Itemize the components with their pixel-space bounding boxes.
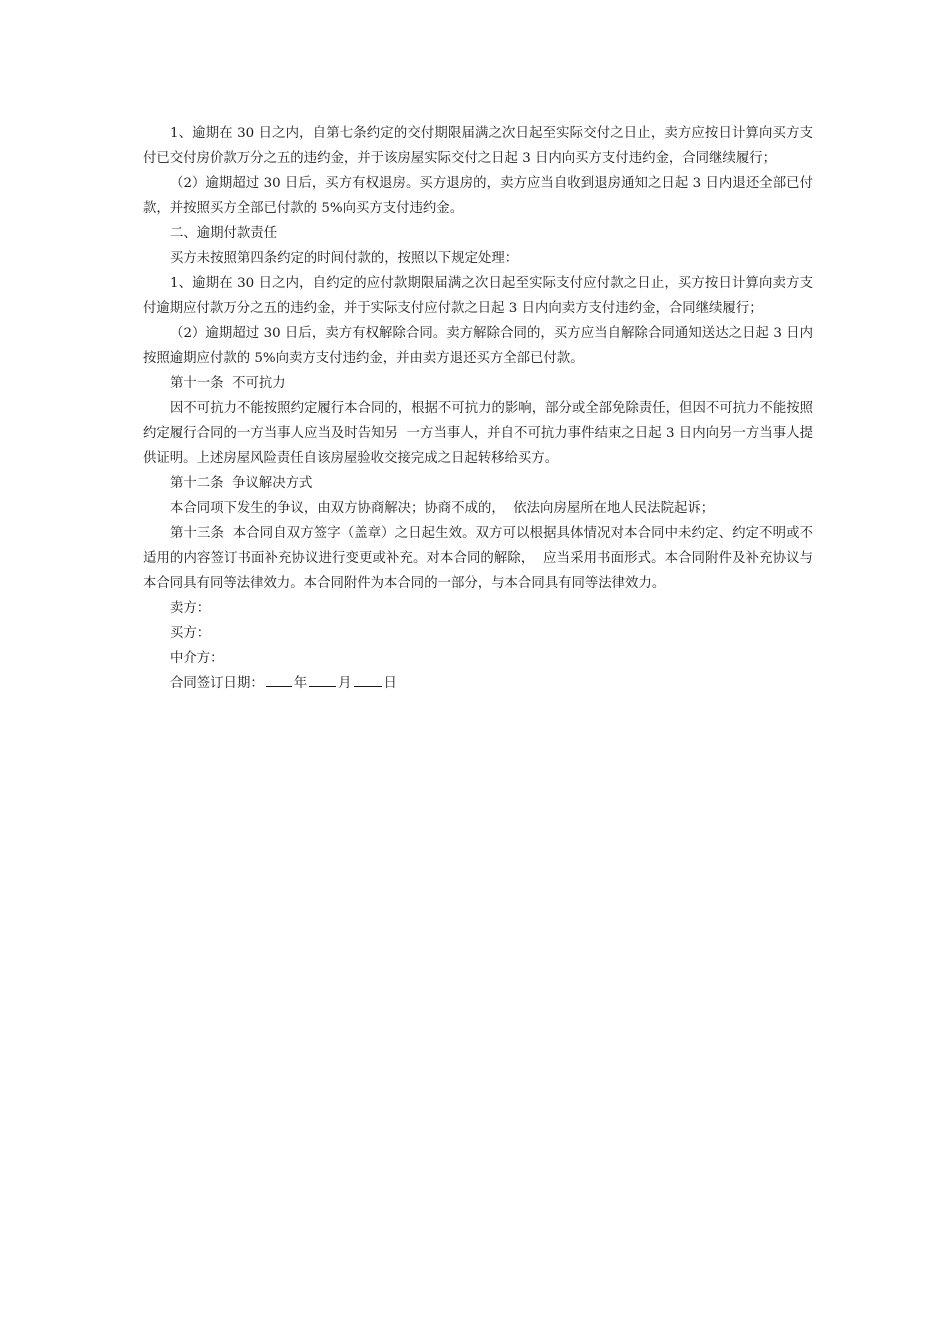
signing-date-label: 合同签订日期： xyxy=(170,676,264,691)
article-12-body: 本合同项下发生的争议，由双方协商解决；协商不成的， 依法向房屋所在地人民法院起诉； xyxy=(170,501,715,516)
article-11-heading: 第十一条 不可抗力 xyxy=(170,376,286,391)
signing-date-line xyxy=(143,671,813,696)
buyer-signature-line: 买方： xyxy=(170,626,211,641)
agent-signature-line: 中介方： xyxy=(170,651,224,666)
day-label: 日 xyxy=(383,676,397,691)
contract-page xyxy=(143,121,813,696)
clause-late-payment-within-30: 1、逾期在 30 日之内，自约定的应付款期限届满之次日起至实际支付应付款之日止，买方按日计算向卖方支付逾期应付款万分之五的违约金，并于实际支付应付款之日起 3 日内向卖方支付违约金，合同继续履行； xyxy=(143,276,813,316)
clause-late-payment-over-30: （2）逾期超过 30 日后，卖方有权解除合同。卖方解除合同的，买方应当自解除合同通知送达之日起 3 日内按照逾期应付款的 5%向卖方支付违约金，并由卖方退还买方全部已付款。 xyxy=(143,326,813,366)
year-label: 年 xyxy=(293,676,308,691)
article-13-body: 第十三条 本合同自双方签字（盖章）之日起生效。双方可以根据具体情况对本合同中未约定、约定不明或不适用的内容签订书面补充协议进行变更或补充。对本合同的解除， 应当采用书面形式。本合同附件及补充协议与本合同具有同等法律效力。本合同附件为本合同的一部分，与本合同具有同等法律效力。 xyxy=(143,526,813,591)
clause-late-payment-intro: 买方未按照第四条约定的时间付款的，按照以下规定处理： xyxy=(170,251,519,266)
day-blank xyxy=(354,671,382,687)
month-label: 月 xyxy=(338,676,352,691)
clause-late-delivery-within-30: 1、逾期在 30 日之内，自第七条约定的交付期限届满之次日起至实际交付之日止，卖方应按日计算向买方支付已交付房价款万分之五的违约金，并于该房屋实际交付之日起 3 日内向买方支付违约金，合同继续履行； xyxy=(143,126,813,166)
article-11-body: 因不可抗力不能按照约定履行本合同的，根据不可抗力的影响，部分或全部免除责任，但因不可抗力不能按照约定履行合同的一方当事人应当及时告知另 一方当事人，并自不可抗力事件结束之日起 3 日内向另一方当事人提供证明。上述房屋风险责任自该房屋验收交接完成之日起转移给买方。 xyxy=(143,401,813,466)
clause-late-delivery-over-30: （2）逾期超过 30 日后，买方有权退房。买方退房的，卖方应当自收到退房通知之日起 3 日内退还全部已付款，并按照买方全部已付款的 5%向买方支付违约金。 xyxy=(143,176,813,216)
year-blank xyxy=(266,671,292,687)
seller-signature-line: 卖方： xyxy=(170,601,211,616)
article-12-heading: 第十二条 争议解决方式 xyxy=(170,476,313,491)
month-blank xyxy=(309,671,336,687)
section-heading-late-payment: 二、逾期付款责任 xyxy=(170,226,278,241)
